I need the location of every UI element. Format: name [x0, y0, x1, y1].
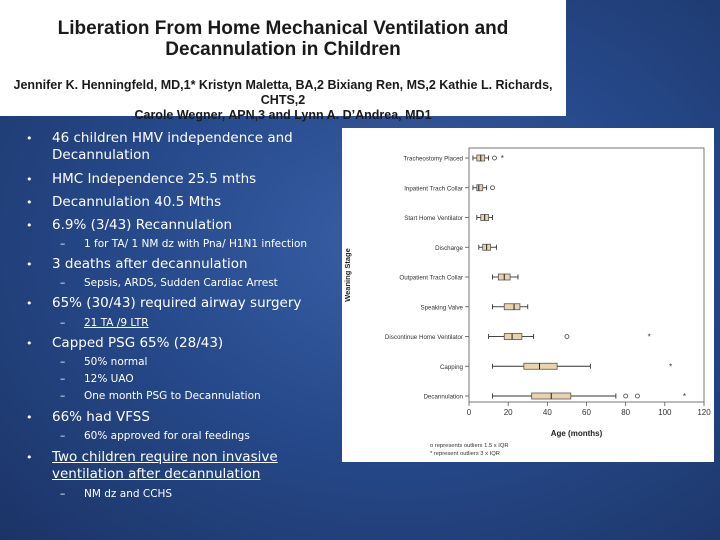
x-tick-label: 0	[466, 408, 472, 417]
bullet-marker: •	[26, 451, 33, 464]
outlier-circle	[565, 335, 569, 339]
dash-marker: –	[60, 356, 66, 368]
sub-bullet-text: 60% approved for oral feedings	[84, 430, 250, 442]
outlier-circle	[492, 156, 496, 160]
weaning-boxplot	[342, 128, 714, 462]
dash-marker: –	[60, 317, 66, 329]
bullet-marker: •	[26, 411, 33, 424]
x-tick-label: 100	[658, 408, 672, 417]
author-list	[0, 78, 566, 123]
dash-marker: –	[60, 488, 66, 500]
y-axis-label: Weaning Stage	[343, 248, 352, 302]
authors-line-1: Jennifer K. Henningfeld, MD,1* Kristyn Maletta, BA,2 Bixiang Ren, MS,2 Kathie L. Richards, CHTS,2	[13, 78, 553, 107]
dash-marker: –	[60, 430, 66, 442]
sub-bullet-text: 21 TA /9 LTR	[84, 317, 149, 329]
dash-marker: –	[60, 238, 66, 250]
sub-bullet-text: One month PSG to Decannulation	[84, 390, 261, 402]
bullet-marker: •	[26, 337, 33, 350]
footnote-1: o represents outliers 1.5 x IQR	[430, 443, 509, 449]
bullet-text: 65% (30/43) required airway surgery	[52, 295, 302, 311]
category-label: Discontinue Home Ventilator	[384, 334, 463, 341]
bullet-text: HMC Independence 25.5 mths	[52, 171, 257, 187]
bullet-text: Two children require non invasive ventilation after decannulation	[52, 449, 278, 482]
dash-marker: –	[60, 390, 66, 402]
outlier-circle	[491, 186, 495, 190]
x-tick-label: 60	[582, 408, 591, 417]
bullet-text: 46 children HMV independence and Decannulation	[52, 130, 293, 163]
outlier-star: *	[669, 362, 673, 372]
footnote-2: * represent outliers 3 x IQR	[430, 451, 500, 457]
bullet-marker: •	[26, 219, 33, 232]
category-label: Start Home Ventilator	[404, 215, 463, 222]
box	[524, 363, 557, 369]
authors-line-2: Carole Wegner, APN,3 and Lynn A. D’Andrea, MD1	[134, 108, 432, 122]
sub-bullet-text: 1 for TA/ 1 NM dz with Pna/ H1N1 infection	[84, 238, 308, 250]
bullet-marker: •	[26, 297, 33, 310]
title-line-2: Decannulation in Children	[165, 39, 401, 60]
category-label: Inpatient Trach Collar	[404, 185, 463, 193]
bullet-marker: •	[26, 173, 33, 186]
boxplot-svg	[342, 128, 714, 462]
title-line-1: Liberation From Home Mechanical Ventilation and	[57, 18, 509, 39]
bullet-text: Decannulation 40.5 Mths	[52, 194, 222, 210]
category-label: Decannulation	[423, 393, 463, 401]
category-label: Discharge	[435, 244, 463, 252]
outlier-circle	[635, 394, 639, 398]
category-label: Capping	[439, 363, 463, 371]
bullet-text: Capped PSG 65% (28/43)	[52, 335, 224, 351]
outlier-circle	[624, 394, 628, 398]
sub-bullet-text: 12% UAO	[84, 373, 134, 385]
bullet-marker: •	[26, 196, 33, 209]
x-tick-label: 40	[542, 408, 552, 417]
bullet-text: 3 deaths after decannulation	[52, 256, 248, 272]
box	[504, 304, 520, 310]
bullet-text: 6.9% (3/43) Recannulation	[52, 217, 233, 233]
box	[477, 185, 483, 191]
box	[504, 334, 522, 340]
bullet-marker: •	[26, 132, 33, 145]
sub-bullet-text: NM dz and CCHS	[84, 488, 173, 500]
outlier-star: *	[682, 392, 686, 401]
category-label: Outpatient Trach Collar	[399, 274, 463, 282]
sub-bullet-text: Sepsis, ARDS, Sudden Cardiac Arrest	[84, 277, 278, 289]
x-tick-label: 120	[697, 408, 711, 417]
bullet-marker: •	[26, 258, 33, 271]
dash-marker: –	[60, 373, 66, 385]
x-tick-label: 20	[503, 408, 513, 417]
category-label: Speaking Valve	[420, 304, 463, 312]
dash-marker: –	[60, 277, 66, 289]
x-tick-label: 80	[621, 408, 631, 417]
outlier-star: *	[647, 332, 651, 342]
category-label: Tracheostomy Placed	[403, 155, 463, 163]
sub-bullet-text: 50% normal	[84, 356, 148, 368]
title-banner	[0, 0, 566, 122]
bullet-text: 66% had VFSS	[52, 409, 150, 425]
paper-title	[0, 18, 566, 60]
x-axis-label: Age (months)	[550, 429, 603, 438]
outlier-star: *	[500, 154, 504, 163]
